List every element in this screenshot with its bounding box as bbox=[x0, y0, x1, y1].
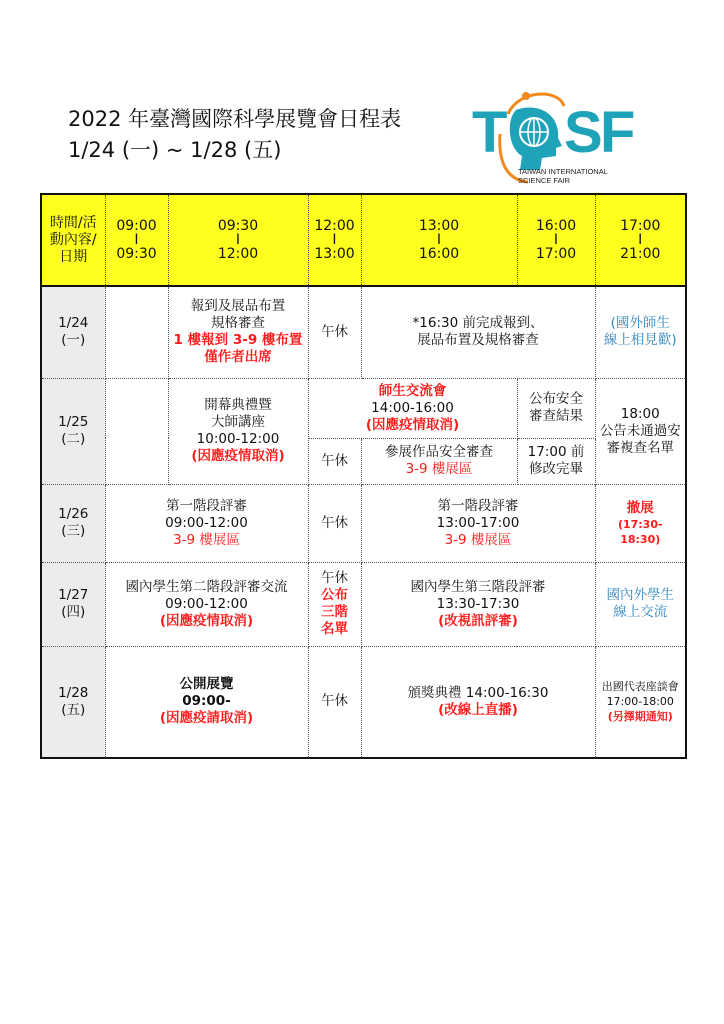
student-exchange-cell: 國內外學生 線上交流 bbox=[595, 562, 686, 646]
online-meet-cell: (國外師生 線上相見歡) bbox=[595, 286, 686, 378]
header-time-1200: 12:00 I 13:00 bbox=[308, 194, 361, 286]
header-time-1700: 17:00 I 21:00 bbox=[595, 194, 686, 286]
lunch-cell: 午休 bbox=[308, 438, 361, 484]
logo-subtitle-2: SCIENCE FAIR bbox=[518, 176, 571, 185]
setup-deadline-cell: *16:30 前完成報到、 展品布置及規格審查 bbox=[361, 286, 595, 378]
judging-stage2-cell: 國內學生第二階段評審交流 09:00-12:00 (因應疫情取消) bbox=[105, 562, 308, 646]
logo-subtitle-1: TAIWAN INTERNATIONAL bbox=[518, 167, 608, 176]
empty-cell bbox=[105, 378, 168, 484]
judging-stage3-cell: 國內學生第三階段評審 13:30-17:30 (改視訊評審) bbox=[361, 562, 595, 646]
date-cell: 1/27 (四) bbox=[41, 562, 105, 646]
judging-afternoon-cell: 第一階段評審 13:00-17:00 3-9 樓展區 bbox=[361, 484, 595, 562]
date-cell: 1/26 (三) bbox=[41, 484, 105, 562]
row-0127 bbox=[41, 562, 686, 646]
empty-cell bbox=[105, 286, 168, 378]
lunch-cell: 午休 bbox=[308, 286, 361, 378]
header-row bbox=[41, 194, 686, 286]
public-exhibition-cell: 公開展覽 09:00- (因應疫請取消) bbox=[105, 646, 308, 758]
opening-ceremony-cell: 開幕典禮暨 大師講座 10:00-12:00 (因應疫情取消) bbox=[168, 378, 308, 484]
date-cell: 1/25 (二) bbox=[41, 378, 105, 484]
date-cell: 1/24 (一) bbox=[41, 286, 105, 378]
tisf-logo bbox=[468, 84, 644, 192]
award-ceremony-cell: 頒獎典禮 14:00-16:30 (改線上直播) bbox=[361, 646, 595, 758]
lunch-cell: 午休 bbox=[308, 484, 361, 562]
fix-deadline-cell: 17:00 前 修改完畢 bbox=[517, 438, 595, 484]
header-corner: 時間/活動內容/日期 bbox=[41, 194, 105, 286]
logo-letter-s: S bbox=[564, 100, 603, 165]
logo-letter-t: T bbox=[472, 100, 508, 165]
date-cell: 1/28 (五) bbox=[41, 646, 105, 758]
lunch-cell: 午休 bbox=[308, 646, 361, 758]
safety-result-cell: 公布安全 審查結果 bbox=[517, 378, 595, 438]
row-0124 bbox=[41, 286, 686, 378]
recheck-list-cell: 18:00 公告未通過安 審複查名單 bbox=[595, 378, 686, 484]
row-0125-top bbox=[41, 378, 686, 438]
header-time-0930: 09:30 I 12:00 bbox=[168, 194, 308, 286]
document-title bbox=[68, 104, 401, 166]
teardown-cell: 撤展 (17:30-18:30) bbox=[595, 484, 686, 562]
logo-head-icon bbox=[510, 108, 562, 170]
delegate-meeting-cell: 出國代表座談會 17:00-18:00 (另擇期通知) bbox=[595, 646, 686, 758]
header-time-1600: 16:00 I 17:00 bbox=[517, 194, 595, 286]
row-0128 bbox=[41, 646, 686, 758]
checkin-cell: 報到及展品布置 規格審查 1 樓報到 3-9 樓布置 僅作者出席 bbox=[168, 286, 308, 378]
judging-morning-cell: 第一階段評審 09:00-12:00 3-9 樓展區 bbox=[105, 484, 308, 562]
schedule-table bbox=[40, 193, 687, 759]
lunch-cell: 午休 公布 三階 名單 bbox=[308, 562, 361, 646]
exchange-meeting-cell: 師生交流會 14:00-16:00 (因應疫情取消) bbox=[308, 378, 517, 438]
logo-atom-icon bbox=[522, 92, 530, 100]
row-0126 bbox=[41, 484, 686, 562]
header-time-0900: 09:00 I 09:30 bbox=[105, 194, 168, 286]
header-time-1300: 13:00 I 16:00 bbox=[361, 194, 517, 286]
title-line-1: 2022 年臺灣國際科學展覽會日程表 bbox=[68, 107, 402, 131]
logo-letter-f: F bbox=[600, 100, 636, 165]
title-line-2: 1/24 (一) ~ 1/28 (五) bbox=[68, 138, 282, 162]
safety-review-cell: 參展作品安全審查 3-9 樓展區 bbox=[361, 438, 517, 484]
